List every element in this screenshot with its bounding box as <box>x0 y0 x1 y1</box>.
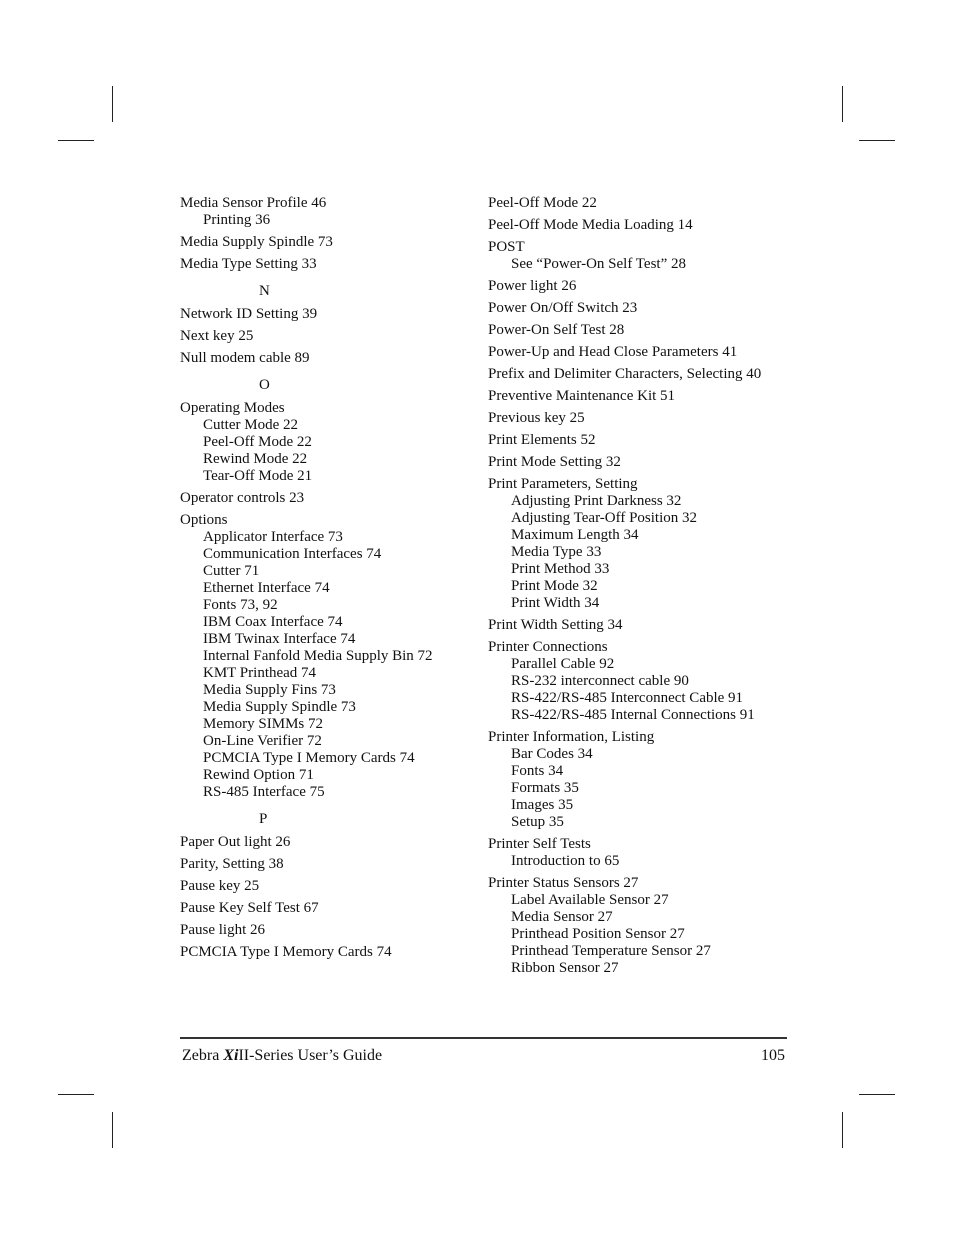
index-subentry: RS-422/RS-485 Interconnect Cable 91 <box>511 690 744 706</box>
index-entry <box>180 350 470 367</box>
index-subentry: Media Type 33 <box>511 544 602 560</box>
section-letter: N <box>259 283 270 299</box>
index-subentry: RS-422/RS-485 Internal Connections 91 <box>511 707 755 723</box>
footer-title <box>182 1046 382 1066</box>
index-entry-term: Operator controls 23 <box>180 490 305 506</box>
index-entry <box>488 239 808 273</box>
crop-mark-top-right-horizontal <box>859 140 895 141</box>
crop-mark-bottom-right-horizontal <box>859 1094 895 1095</box>
index-entry <box>488 278 808 295</box>
footer-title-prefix: Zebra <box>182 1047 224 1064</box>
index-subentry: Print Method 33 <box>511 561 610 577</box>
crop-mark-top-left-vertical <box>112 86 113 122</box>
section-letter: O <box>259 377 270 393</box>
index-subentry: KMT Printhead 74 <box>203 665 317 681</box>
index-subentry: Ethernet Interface 74 <box>203 580 330 596</box>
crop-mark-bottom-left-vertical <box>112 1112 113 1148</box>
index-subentry: IBM Twinax Interface 74 <box>203 631 356 647</box>
index-subentry: Media Sensor 27 <box>511 909 613 925</box>
index-subentry: Rewind Mode 22 <box>203 451 308 467</box>
index-entry-term: Pause light 26 <box>180 922 265 938</box>
index-entry <box>180 834 470 851</box>
index-entry-term: Preventive Maintenance Kit 51 <box>488 388 676 404</box>
index-entry-term: Previous key 25 <box>488 410 585 426</box>
index-entry <box>488 322 808 339</box>
footer-rule <box>180 1037 787 1039</box>
index-entry-term: Media Sensor Profile 46 <box>180 195 327 211</box>
index-entry <box>180 195 470 229</box>
index-entry <box>488 454 808 471</box>
index-entry <box>180 234 470 251</box>
index-subentry: Parallel Cable 92 <box>511 656 615 672</box>
index-entry <box>488 639 808 724</box>
index-entry <box>180 856 470 873</box>
section-letter: P <box>259 811 268 827</box>
index-entry-term: Pause key 25 <box>180 878 260 894</box>
index-entry <box>488 875 808 977</box>
crop-mark-bottom-right-vertical <box>842 1112 843 1148</box>
index-entry-term: Peel-Off Mode 22 <box>488 195 597 211</box>
crop-mark-bottom-left-horizontal <box>58 1094 94 1095</box>
index-entry-term: Network ID Setting 39 <box>180 306 318 322</box>
index-subentry: On-Line Verifier 72 <box>203 733 322 749</box>
index-entry <box>180 328 470 345</box>
crop-mark-top-left-horizontal <box>58 140 94 141</box>
index-entry-term: POST <box>488 239 525 255</box>
index-entry-term: Next key 25 <box>180 328 254 344</box>
index-subentry: Fonts 73, 92 <box>203 597 278 613</box>
index-entry-term: Print Parameters, Setting <box>488 476 638 492</box>
index-subentry: Media Supply Spindle 73 <box>203 699 356 715</box>
footer-title-suffix: II-Series User’s Guide <box>238 1047 383 1064</box>
index-entry <box>488 432 808 449</box>
index-entry-term: Prefix and Delimiter Characters, Selecting 40 <box>488 366 762 382</box>
index-entry-term: Media Supply Spindle 73 <box>180 234 333 250</box>
index-column-left <box>180 195 470 966</box>
index-subentry: Printing 36 <box>203 212 271 228</box>
index-subentry: Print Mode 32 <box>511 578 598 594</box>
index-entry <box>180 878 470 895</box>
page-number: 105 <box>761 1047 785 1064</box>
index-entry-term: Null modem cable 89 <box>180 350 310 366</box>
index-entry-term: PCMCIA Type I Memory Cards 74 <box>180 944 392 960</box>
index-entry-term: Print Width Setting 34 <box>488 617 623 633</box>
index-entry <box>180 900 470 917</box>
index-subentry: Maximum Length 34 <box>511 527 639 543</box>
index-subentry: Images 35 <box>511 797 574 813</box>
index-entry-term: Parity, Setting 38 <box>180 856 284 872</box>
index-subentry: Label Available Sensor 27 <box>511 892 669 908</box>
index-entry-term: Operating Modes <box>180 400 285 416</box>
index-entry-term: Options <box>180 512 228 528</box>
index-subentry: Media Supply Fins 73 <box>203 682 336 698</box>
index-subentry: Printhead Position Sensor 27 <box>511 926 685 942</box>
index-entry-term: Power light 26 <box>488 278 577 294</box>
index-entry <box>180 512 470 801</box>
index-entry <box>488 836 808 870</box>
index-entry <box>180 490 470 507</box>
crop-mark-top-right-vertical <box>842 86 843 122</box>
index-entry-term: Printer Connections <box>488 639 608 655</box>
index-subentry: Internal Fanfold Media Supply Bin 72 <box>203 648 433 664</box>
index-subentry: Adjusting Tear-Off Position 32 <box>511 510 698 526</box>
index-entry <box>180 256 470 273</box>
index-subentry: Bar Codes 34 <box>511 746 593 762</box>
index-entry <box>180 922 470 939</box>
index-entry <box>488 410 808 427</box>
index-entry-term: Power On/Off Switch 23 <box>488 300 638 316</box>
index-subentry: RS-232 interconnect cable 90 <box>511 673 689 689</box>
index-subentry: Ribbon Sensor 27 <box>511 960 619 976</box>
index-subentry: Memory SIMMs 72 <box>203 716 324 732</box>
index-column-right <box>488 195 808 982</box>
index-entry-term: Power-On Self Test 28 <box>488 322 625 338</box>
index-entry <box>180 400 470 485</box>
index-entry <box>180 306 470 323</box>
index-subentry: Printhead Temperature Sensor 27 <box>511 943 711 959</box>
index-entry-term: Print Mode Setting 32 <box>488 454 621 470</box>
index-subentry: Cutter Mode 22 <box>203 417 298 433</box>
index-subentry: Adjusting Print Darkness 32 <box>511 493 682 509</box>
index-subentry: Cutter 71 <box>203 563 260 579</box>
footer-title-brand: Xi <box>223 1047 239 1064</box>
index-subentry: PCMCIA Type I Memory Cards 74 <box>203 750 415 766</box>
index-entry <box>488 344 808 361</box>
index-subentry: IBM Coax Interface 74 <box>203 614 343 630</box>
index-entry-term: Printer Information, Listing <box>488 729 655 745</box>
index-entry <box>488 388 808 405</box>
index-entry-term: Power-Up and Head Close Parameters 41 <box>488 344 738 360</box>
index-entry-term: Print Elements 52 <box>488 432 596 448</box>
index-entry <box>488 195 808 212</box>
index-entry-term: Pause Key Self Test 67 <box>180 900 319 916</box>
index-entry-term: Media Type Setting 33 <box>180 256 317 272</box>
index-subentry: Applicator Interface 73 <box>203 529 343 545</box>
index-entry <box>180 944 470 961</box>
index-entry-term: Peel-Off Mode Media Loading 14 <box>488 217 693 233</box>
index-subentry: Tear-Off Mode 21 <box>203 468 313 484</box>
index-subentry: Formats 35 <box>511 780 579 796</box>
index-entry <box>488 366 808 383</box>
index-subentry: Communication Interfaces 74 <box>203 546 382 562</box>
index-subentry: Setup 35 <box>511 814 564 830</box>
index-subentry: Introduction to 65 <box>511 853 620 869</box>
index-subentry: Print Width 34 <box>511 595 600 611</box>
index-entry <box>488 217 808 234</box>
index-subentry: See “Power-On Self Test” 28 <box>511 256 686 272</box>
index-entry <box>488 617 808 634</box>
index-entry-term: Paper Out light 26 <box>180 834 291 850</box>
index-entry <box>488 729 808 831</box>
index-entry-term: Printer Status Sensors 27 <box>488 875 639 891</box>
index-entry-term: Printer Self Tests <box>488 836 591 852</box>
index-entry <box>488 476 808 612</box>
index-subentry: RS-485 Interface 75 <box>203 784 325 800</box>
index-entry <box>488 300 808 317</box>
index-subentry: Rewind Option 71 <box>203 767 314 783</box>
index-subentry: Fonts 34 <box>511 763 564 779</box>
index-subentry: Peel-Off Mode 22 <box>203 434 312 450</box>
